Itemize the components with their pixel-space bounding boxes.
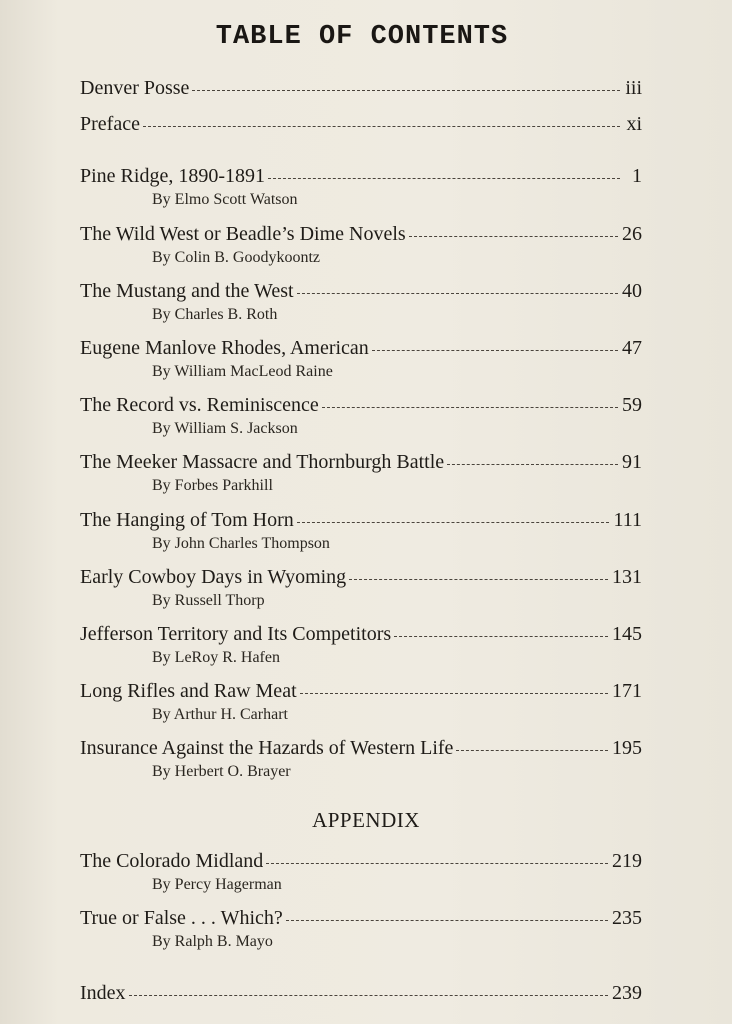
dot-leader	[322, 406, 618, 408]
toc-entry-chapter	[80, 336, 642, 382]
dot-leader	[143, 125, 620, 127]
dot-leader	[297, 292, 618, 294]
entry-title: The Meeker Massacre and Thornburgh Battle	[80, 451, 445, 473]
dot-leader	[300, 692, 608, 694]
entry-title: Long Rifles and Raw Meat	[80, 680, 297, 702]
dot-leader	[447, 463, 618, 465]
entry-author: By William MacLeod Raine	[152, 363, 333, 380]
entry-title: Index	[80, 982, 126, 1004]
entry-author: By Arthur H. Carhart	[152, 706, 288, 723]
entry-title: The Colorado Midland	[80, 850, 264, 872]
toc-entry-chapter	[80, 736, 642, 782]
entry-author: By Percy Hagerman	[152, 876, 282, 893]
page-number: 26	[622, 223, 642, 245]
dot-leader	[286, 919, 608, 921]
dot-leader	[297, 521, 610, 523]
dot-leader	[268, 177, 620, 179]
dot-leader	[266, 862, 608, 864]
toc-entry-chapter	[80, 679, 642, 725]
toc-entry-chapter	[80, 393, 642, 439]
page-number: 235	[612, 907, 642, 929]
page-number: 47	[622, 337, 642, 359]
dot-leader	[409, 235, 618, 237]
entry-title: Insurance Against the Hazards of Western Life	[80, 737, 454, 759]
page-number: 111	[613, 509, 642, 531]
page-number: 1	[632, 165, 642, 187]
toc-entry-chapter	[80, 164, 642, 210]
entry-title: Denver Posse	[80, 77, 190, 99]
entry-title: The Wild West or Beadle’s Dime Novels	[80, 223, 406, 245]
dot-leader	[372, 349, 618, 351]
page-number: 219	[612, 850, 642, 872]
toc-entry-index	[80, 981, 642, 1005]
toc-entry-chapter	[80, 508, 642, 554]
entry-author: By Herbert O. Brayer	[152, 763, 291, 780]
toc-entry-chapter	[80, 279, 642, 325]
entry-title: The Record vs. Reminiscence	[80, 394, 319, 416]
entry-title: Preface	[80, 113, 140, 135]
entry-title: Pine Ridge, 1890-1891	[80, 165, 265, 187]
entry-title: The Hanging of Tom Horn	[80, 509, 294, 531]
page-number: 131	[612, 566, 642, 588]
entry-title: The Mustang and the West	[80, 280, 294, 302]
toc-entry-denver-posse	[80, 76, 642, 100]
page-title: TABLE OF CONTENTS	[215, 22, 509, 52]
entry-title: Jefferson Territory and Its Competitors	[80, 623, 392, 645]
toc-entry-chapter	[80, 622, 642, 668]
dot-leader	[394, 635, 608, 637]
page-number: 195	[612, 737, 642, 759]
entry-author: By Forbes Parkhill	[152, 477, 273, 494]
entry-author: By John Charles Thompson	[152, 535, 330, 552]
toc-entry-appendix	[80, 906, 642, 952]
entry-author: By William S. Jackson	[152, 420, 298, 437]
page-number: 171	[612, 680, 642, 702]
toc-entry-preface	[80, 112, 642, 136]
toc-entry-chapter	[80, 450, 642, 496]
page-number: xi	[626, 113, 642, 135]
page-number: 59	[622, 394, 642, 416]
entry-title: Early Cowboy Days in Wyoming	[80, 566, 347, 588]
entry-author: By Ralph B. Mayo	[152, 933, 273, 950]
entry-title: True or False . . . Which?	[80, 907, 283, 929]
page-number: 40	[622, 280, 642, 302]
page-number: iii	[625, 77, 642, 99]
toc-entry-chapter	[80, 565, 642, 611]
dot-leader	[192, 89, 620, 91]
entry-author: By Colin B. Goodykoontz	[152, 249, 321, 266]
page-number: 239	[612, 982, 642, 1004]
dot-leader	[349, 578, 608, 580]
page-number: 145	[612, 623, 642, 645]
appendix-heading: APPENDIX	[312, 808, 420, 832]
entry-author: By Russell Thorp	[152, 592, 265, 609]
entry-author: By Charles B. Roth	[152, 306, 278, 323]
dot-leader	[129, 994, 608, 996]
entry-author: By Elmo Scott Watson	[152, 191, 298, 208]
toc-entry-appendix	[80, 849, 642, 895]
entry-title: Eugene Manlove Rhodes, American	[80, 337, 369, 359]
toc-entry-chapter	[80, 222, 642, 268]
entry-author: By LeRoy R. Hafen	[152, 649, 280, 666]
dot-leader	[456, 749, 608, 751]
page-number: 91	[622, 451, 642, 473]
